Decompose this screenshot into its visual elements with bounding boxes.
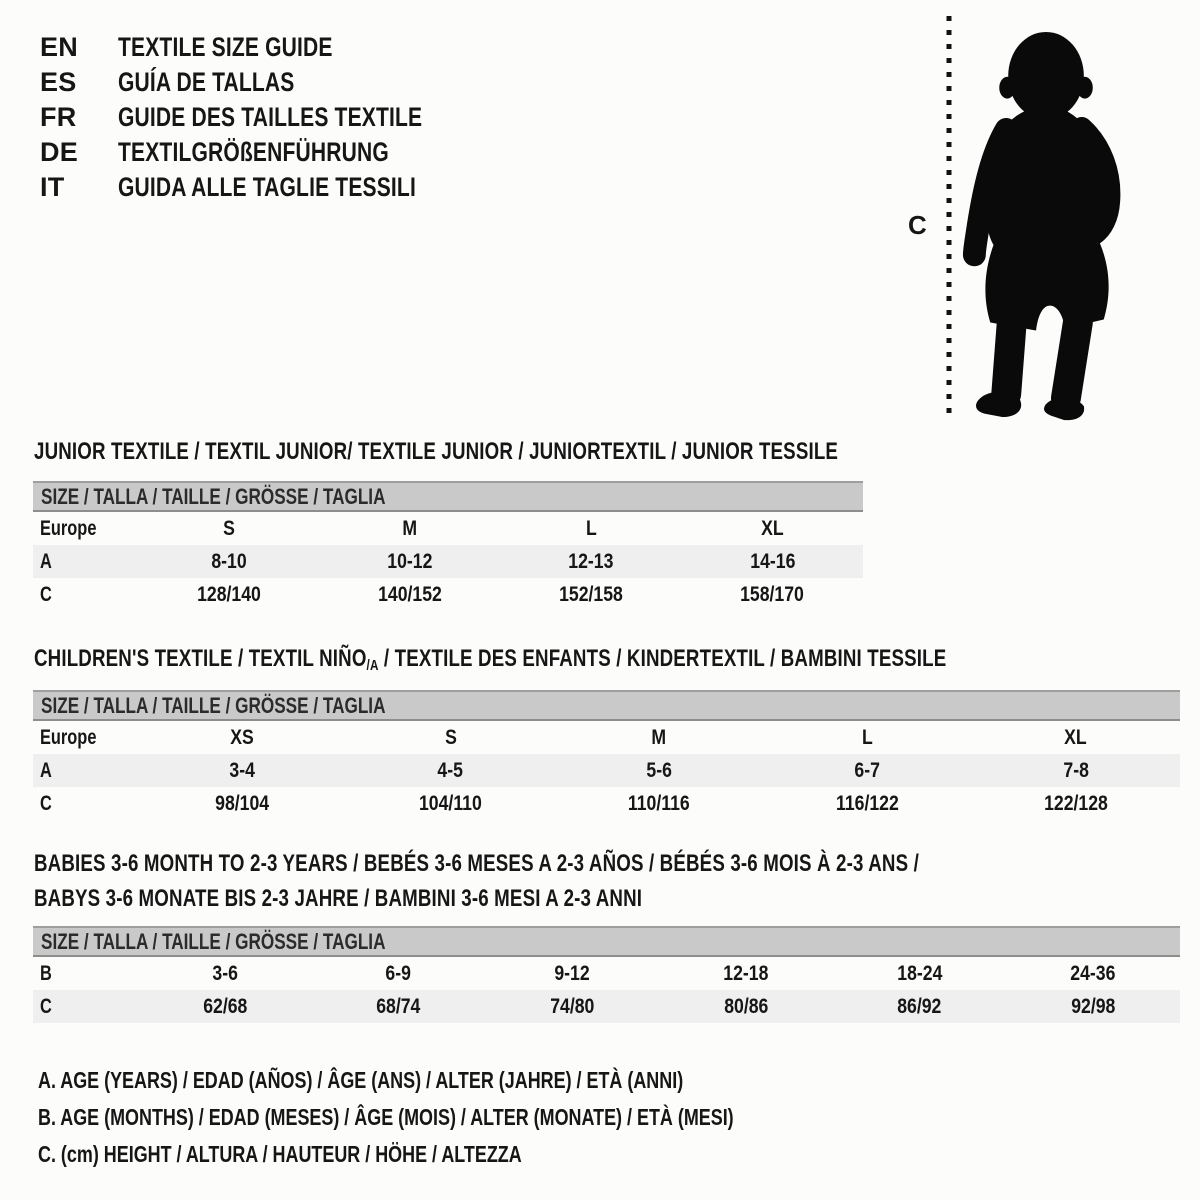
legend-line-a <box>38 1062 930 1099</box>
toddler-silhouette-icon <box>958 26 1142 424</box>
language-title: GUIDA ALLE TAGLIE TESSILI <box>118 172 416 202</box>
table-cell: 116/122 <box>836 791 899 815</box>
language-title: TEXTILGRÖßENFÜHRUNG <box>118 137 389 167</box>
table-cell: 6-9 <box>385 961 412 985</box>
table-cell: L <box>585 516 597 540</box>
language-code: EN <box>40 32 78 62</box>
children-title-post: / TEXTILE DES ENFANTS / KINDERTEXTIL / BAMBINI TESSILE <box>378 645 947 672</box>
legend-line-c <box>38 1136 930 1173</box>
language-code: FR <box>40 102 77 132</box>
table-cell: 110/116 <box>628 791 690 815</box>
table-cell: 8-10 <box>210 549 247 573</box>
table-row <box>33 787 1180 820</box>
size-header-text: SIZE / TALLA / TAILLE / GRÖSSE / TAGLIA <box>41 692 386 718</box>
table-cell: XS <box>230 725 254 749</box>
table-row <box>33 512 863 545</box>
row-label: A <box>40 549 52 573</box>
table-cell: 12-13 <box>568 549 614 573</box>
junior-size-table <box>33 512 863 611</box>
table-cell: 4-5 <box>437 758 464 782</box>
size-header-text: SIZE / TALLA / TAILLE / GRÖSSE / TAGLIA <box>41 928 386 954</box>
children-title-pre: CHILDREN'S TEXTILE / TEXTIL NIÑO <box>34 645 367 672</box>
table-cell: S <box>222 516 235 540</box>
table-cell: 7-8 <box>1063 758 1089 782</box>
junior-section-title-text: JUNIOR TEXTILE / TEXTIL JUNIOR/ TEXTILE JUNIOR / JUNIORTEXTIL / JUNIOR TESSILE <box>34 438 839 465</box>
children-section-title <box>34 645 1200 674</box>
babies-title-line2: BABYS 3-6 MONATE BIS 2-3 JAHRE / BAMBINI 3-6 MESI A 2-3 ANNI <box>34 884 643 912</box>
table-cell: XL <box>1064 725 1088 749</box>
babies-size-header-bar <box>33 926 1180 957</box>
legend-line-b <box>38 1099 930 1136</box>
table-cell: M <box>651 725 667 749</box>
table-row <box>33 754 1180 787</box>
babies-size-table <box>33 957 1180 1023</box>
table-cell: 12-18 <box>723 961 769 985</box>
children-size-header-bar <box>33 690 1180 721</box>
table-cell: 62/68 <box>202 994 247 1018</box>
dashed-measure-line <box>944 14 954 420</box>
language-title: GUIDE DES TAILLES TEXTILE <box>118 102 423 132</box>
legend <box>38 1062 930 1173</box>
language-row-es <box>40 65 508 100</box>
children-section-title-text <box>34 645 946 674</box>
table-cell: 122/128 <box>1043 791 1108 815</box>
table-cell: 5-6 <box>646 758 672 782</box>
size-header-text: SIZE / TALLA / TAILLE / GRÖSSE / TAGLIA <box>41 483 386 509</box>
row-label: C <box>40 582 52 606</box>
language-row-it <box>40 170 508 205</box>
row-label: A <box>40 758 52 782</box>
language-row-fr <box>40 100 508 135</box>
table-cell: 9-12 <box>554 961 590 985</box>
table-cell: 152/158 <box>559 582 624 606</box>
language-title-list <box>40 30 508 205</box>
table-cell: 3-6 <box>212 961 238 985</box>
language-row-en <box>40 30 508 65</box>
table-cell: 86/92 <box>897 994 942 1018</box>
row-label: B <box>40 961 52 985</box>
table-cell: 68/74 <box>376 994 421 1018</box>
table-cell: XL <box>761 516 784 540</box>
table-cell: 92/98 <box>1071 994 1116 1018</box>
language-code: IT <box>40 172 65 202</box>
table-row <box>33 957 1180 990</box>
legend-line-a-text: A. AGE (YEARS) / EDAD (AÑOS) / ÂGE (ANS) / ALTER (JAHRE) / ETÀ (ANNI) <box>38 1067 684 1093</box>
language-code: DE <box>40 137 78 167</box>
language-title: TEXTILE SIZE GUIDE <box>118 32 333 62</box>
babies-title-line1: BABIES 3-6 MONTH TO 2-3 YEARS / BEBÉS 3-6 MESES A 2-3 AÑOS / BÉBÉS 3-6 MOIS À 2-3 ANS / <box>34 849 919 877</box>
table-cell: 18-24 <box>896 961 943 985</box>
children-size-table <box>33 721 1180 820</box>
row-label: C <box>40 791 52 815</box>
measure-label-c: C <box>908 210 927 240</box>
language-code: ES <box>40 67 77 97</box>
table-cell: 3-4 <box>229 758 255 782</box>
legend-line-b-text: B. AGE (MONTHS) / EDAD (MESES) / ÂGE (MOIS) / ALTER (MONATE) / ETÀ (MESI) <box>38 1104 734 1130</box>
table-cell: 128/140 <box>196 582 261 606</box>
table-cell: 80/86 <box>723 994 768 1018</box>
table-cell: 6-7 <box>854 758 881 782</box>
table-cell: 98/104 <box>215 791 270 815</box>
language-row-de <box>40 135 508 170</box>
junior-section-title <box>34 438 1065 466</box>
table-cell: 158/170 <box>740 582 805 606</box>
children-title-sub: /A <box>366 657 379 674</box>
table-row <box>33 721 1180 754</box>
table-row <box>33 545 863 578</box>
table-row <box>33 578 863 611</box>
table-row <box>33 990 1180 1023</box>
table-cell: 14-16 <box>749 549 795 573</box>
row-label: Europe <box>40 516 97 540</box>
table-cell: S <box>444 725 457 749</box>
table-cell: L <box>862 725 873 749</box>
legend-line-c-text: C. (cm) HEIGHT / ALTURA / HAUTEUR / HÖHE / ALTEZZA <box>38 1141 522 1167</box>
babies-section-title <box>34 846 1169 916</box>
row-label: Europe <box>40 725 97 749</box>
table-cell: 24-36 <box>1070 961 1116 985</box>
table-cell: 140/152 <box>377 582 442 606</box>
row-label: C <box>40 994 52 1018</box>
language-title: GUÍA DE TALLAS <box>118 67 295 97</box>
table-cell: 104/110 <box>419 791 483 815</box>
junior-size-header-bar <box>33 481 863 512</box>
table-cell: 10-12 <box>387 549 433 573</box>
table-cell: 74/80 <box>550 994 595 1018</box>
table-cell: M <box>402 516 418 540</box>
